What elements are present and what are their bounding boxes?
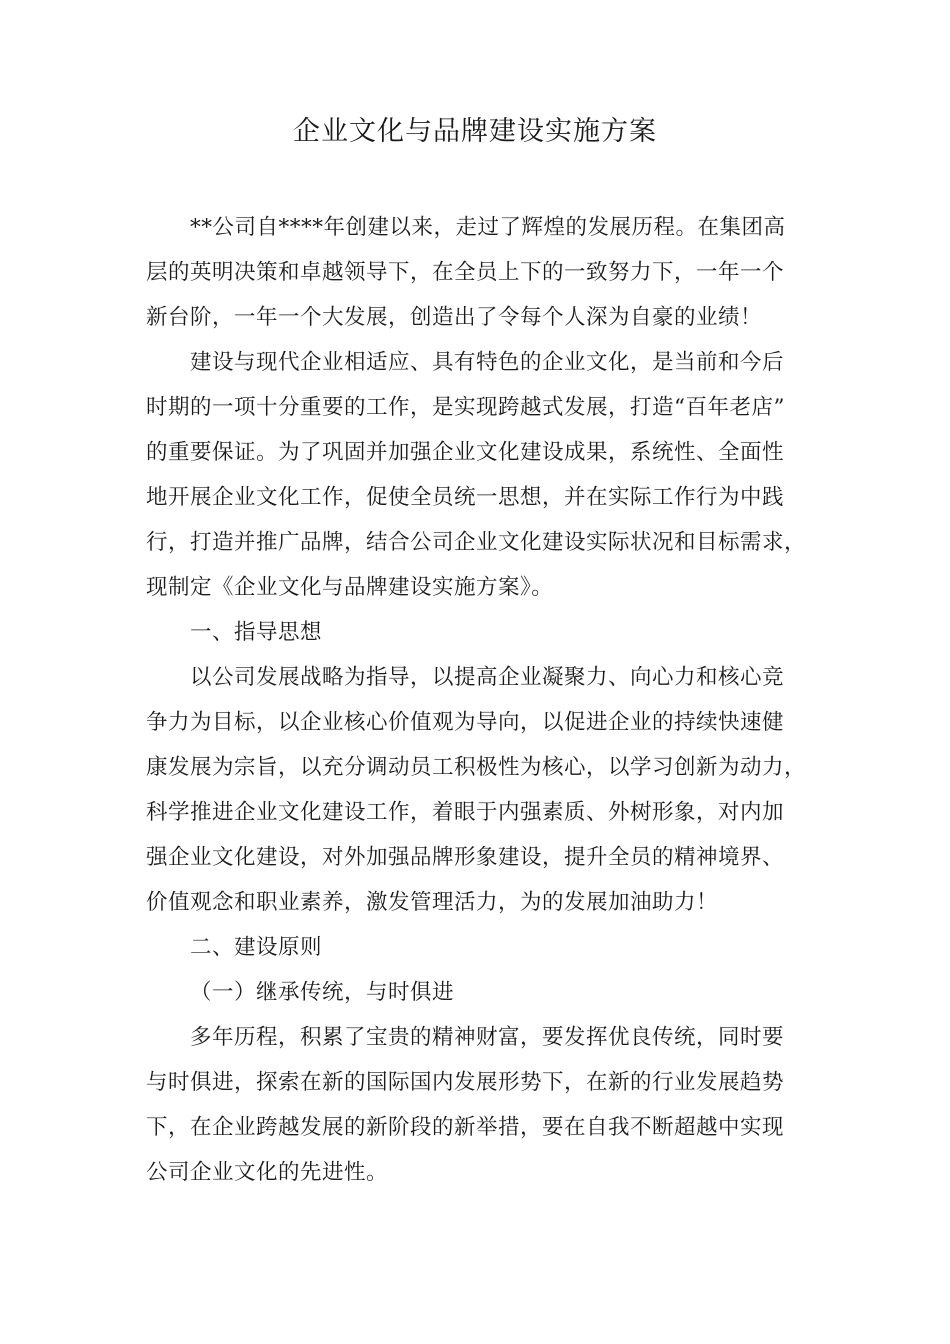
paragraph-line: 争力为目标，以企业核心价值观为导向，以促进企业的持续快速健 <box>146 710 785 735</box>
paragraph-line: 公司企业文化的先进性。 <box>146 1160 389 1185</box>
paragraph-line: 现制定《企业文化与品牌建设实施方案》。 <box>146 575 554 600</box>
paragraph-line: 价值观念和职业素养，激发管理活力，为的发展加油助力！ <box>146 890 719 915</box>
paragraph-line: 以公司发展战略为指导，以提高企业凝聚力、向心力和核心竞 <box>190 665 785 690</box>
section-heading-guiding-thought: 一、指导思想 <box>190 620 323 645</box>
paragraph-line: 建设与现代企业相适应、具有特色的企业文化，是当前和今后 <box>190 350 785 375</box>
paragraph-line: 时期的一项十分重要的工作，是实现跨越式发展，打造“百年老店” <box>146 395 785 420</box>
paragraph-line: 康发展为宗旨，以充分调动员工积极性为核心，以学习创新为动力， <box>146 755 807 780</box>
paragraph-line: 层的英明决策和卓越领导下，在全员上下的一致努力下，一年一个 <box>146 260 785 285</box>
paragraph-line: 下，在企业跨越发展的新阶段的新举措，要在自我不断超越中实现 <box>146 1115 785 1140</box>
paragraph-line: 强企业文化建设，对外加强品牌形象建设，提升全员的精神境界、 <box>146 845 785 870</box>
paragraph-line: 科学推进企业文化建设工作，着眼于内强素质、外树形象，对内加 <box>146 800 785 825</box>
paragraph-line: 与时俱进，探索在新的国际国内发展形势下，在新的行业发展趋势 <box>146 1070 785 1095</box>
subsection-heading: （一）继承传统，与时俱进 <box>190 980 455 1005</box>
paragraph-line: 行，打造并推广品牌，结合公司企业文化建设实际状况和目标需求， <box>146 530 807 555</box>
document-title: 企业文化与品牌建设实施方案 <box>293 116 657 147</box>
paragraph-line: **公司自****年创建以来，走过了辉煌的发展历程。在集团高 <box>190 215 786 240</box>
paragraph-line: 地开展企业文化工作，促使全员统一思想，并在实际工作行为中践 <box>146 485 785 510</box>
paragraph-line: 多年历程，积累了宝贵的精神财富，要发挥优良传统，同时要 <box>190 1025 785 1050</box>
paragraph-line: 的重要保证。为了巩固并加强企业文化建设成果，系统性、全面性 <box>146 440 785 465</box>
section-heading-principles: 二、建设原则 <box>190 935 323 960</box>
paragraph-line: 新台阶，一年一个大发展，创造出了令每个人深为自豪的业绩！ <box>146 305 763 330</box>
